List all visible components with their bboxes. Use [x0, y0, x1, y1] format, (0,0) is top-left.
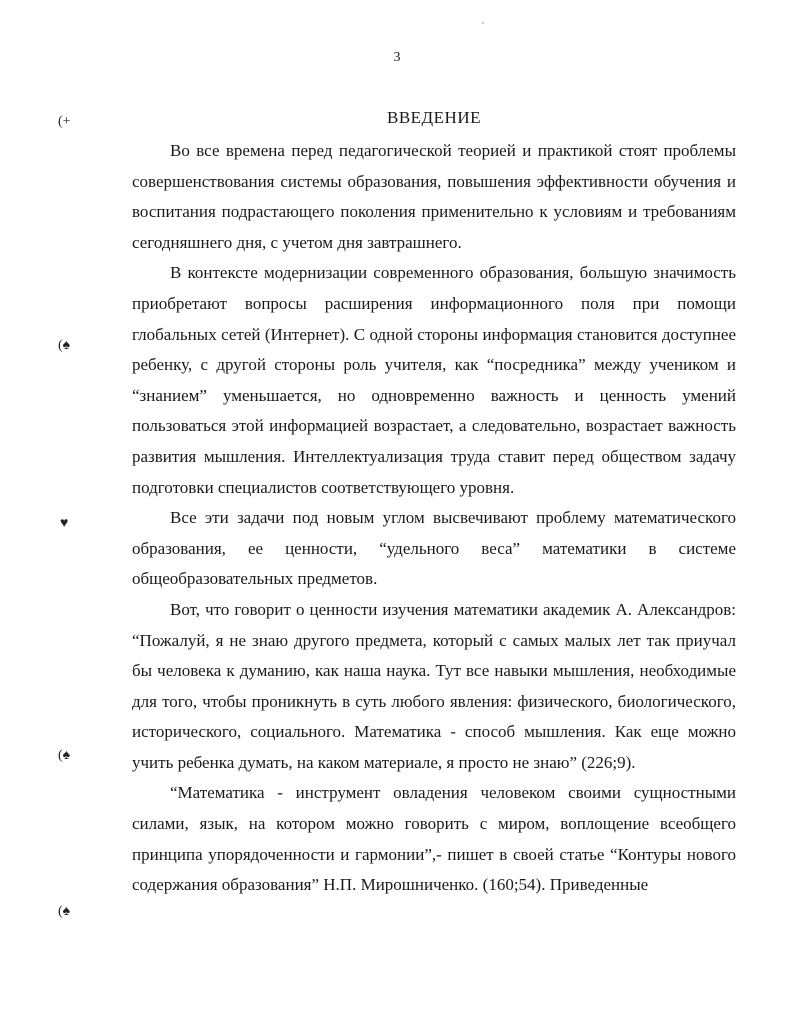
margin-mark-3: ♥ [60, 516, 69, 531]
paragraph-4: Вот, что говорит о ценности изучения математики академик А. Александров: “Пожалуй, я не знаю другого предмета, который с самых малых лет так приучал бы человека к думанию, как наша наука. Тут все навыки мышления, необходимые для того, чтобы проникнуть в суть любого явления: физического, биологического, исторического, социального. Математика - способ мышления. Как еще можно учить ребенка думать, на каком материале, я просто не знаю” (226;9). [132, 599, 736, 772]
page-title: ВВЕДЕНИЕ [387, 108, 481, 127]
page-number: 3 [393, 50, 401, 65]
scan-speck [482, 22, 484, 24]
margin-mark-2: (♠ [58, 338, 71, 353]
body-text [132, 136, 736, 901]
paragraph-2: В контексте модернизации современного образования, большую значимость приобретают вопросы расширения информационного поля при помощи глобальных сетей (Интернет). С одной стороны информация становится доступнее ребенку, с другой стороны роль учителя, как “посредника” между учеником и “знанием” уменьшается, но одновременно важность и ценность умений пользоваться этой информацией возрастает, а следовательно, возрастает важность развития мышления. Интеллектуализация труда ставит перед обществом задачу подготовки специалистов соответствующего уровня. [132, 263, 736, 497]
margin-mark-5: (♠ [58, 904, 71, 919]
paragraph-1: Во все времена перед педагогической теорией и практикой стоят проблемы совершенствования системы образования, повышения эффективности обучения и воспитания подрастающего поколения применительно к условиям и требованиям сегодняшнего дня, с учетом дня завтрашнего. [132, 141, 736, 252]
paragraph-3: Все эти задачи под новым углом высвечивают проблему математического образования, ее ценности, “удельного веса” математики в системе общеобразовательных предметов. [132, 508, 736, 589]
paragraph-5: “Математика - инструмент овладения человеком своими сущностными силами, язык, на котором можно говорить с миром, воплощение всеобщего принципа упорядоченности и гармонии”,- пишет в своей статье “Контуры нового содержания образования” Н.П. Мирошниченко. (160;54). Приведенные [132, 783, 736, 895]
margin-mark-1: (+ [58, 114, 71, 129]
margin-mark-4: (♠ [58, 748, 71, 763]
